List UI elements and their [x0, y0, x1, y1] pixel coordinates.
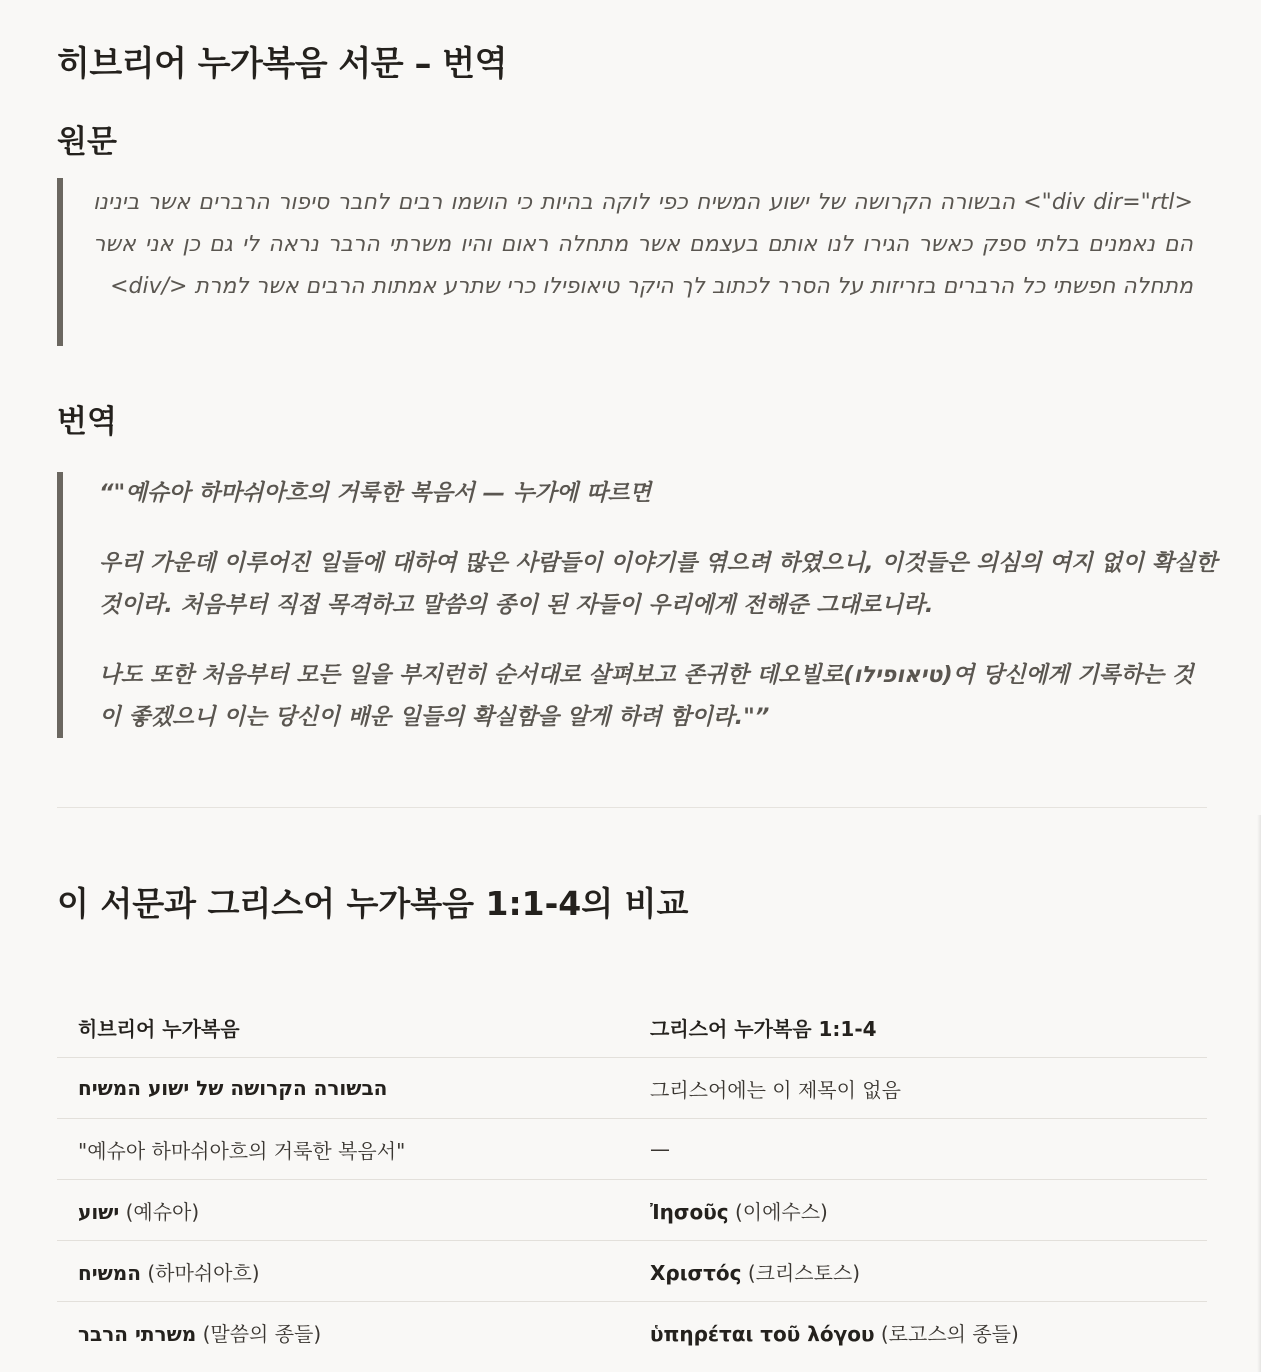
translation-blockquote — [57, 472, 1218, 738]
hebrew-term: המשיח — [78, 1260, 142, 1285]
table-cell-hebrew — [57, 1180, 629, 1241]
table-row — [57, 1241, 1207, 1302]
table-row — [57, 1180, 1207, 1241]
table-cell-greek — [629, 1241, 1207, 1302]
greek-term: Ἰησοῦς — [650, 1199, 729, 1224]
table-cell-greek — [629, 1180, 1207, 1241]
hebrew-term: ישוע — [78, 1199, 120, 1224]
hebrew-term: משרתי הרבר — [78, 1321, 197, 1346]
table-cell-greek — [629, 1302, 1207, 1363]
hebrew-gloss: (예슈아) — [125, 1199, 200, 1224]
table-row — [57, 1058, 1207, 1119]
translation-paragraph-1: 우리 가운데 이루어진 일들에 대하여 많은 사람들이 이야기를 엮으려 하였으니, 이것들은 의심의 여지 없이 확실한 것이라. 처음부터 직접 목격하고 말씀의 종이 된 자들이 우리에게 전해준 그대로니라. — [99, 550, 1218, 618]
hebrew-term: הבשורה הקרושה של ישוע המשיח — [78, 1076, 388, 1100]
column-header-hebrew: 히브리어 누가복음 — [57, 998, 629, 1058]
original-text-blockquote — [57, 178, 1207, 346]
comparison-heading: 이 서문과 그리스어 누가복음 1:1-4의 비교 — [57, 884, 689, 923]
translation-title-line: “"예슈아 하마쉬아흐의 거룩한 복음서 — 누가에 따르면 — [99, 480, 652, 506]
translation-heading: 번역 — [57, 404, 117, 440]
hebrew-gloss: "예슈아 하마쉬아흐의 거룩한 복음서" — [78, 1138, 406, 1163]
table-row — [57, 1302, 1207, 1363]
scroll-edge-shadow — [1257, 815, 1261, 1372]
translation-paragraph-2: 나도 또한 처음부터 모든 일을 부지런히 순서대로 살펴보고 존귀한 데오빌로(טיאופילו)여 당신에게 기록하는 것이 좋겠으니 이는 당신이 배운 일들의 확실함을 알게 하려 함이라."” — [99, 662, 1194, 730]
table-cell-hebrew — [57, 1302, 629, 1363]
greek-gloss: — — [650, 1137, 670, 1161]
original-heading: 원문 — [57, 124, 117, 160]
table-cell-greek — [629, 1119, 1207, 1180]
section-divider — [57, 807, 1207, 808]
table-row — [57, 1119, 1207, 1180]
greek-gloss: 그리스어에는 이 제목이 없음 — [650, 1077, 901, 1102]
table-cell-hebrew — [57, 1241, 629, 1302]
comparison-table — [57, 998, 1207, 1362]
table-header-row — [57, 998, 1207, 1058]
greek-term: Χριστός — [650, 1260, 742, 1285]
greek-gloss: (로고스의 종들) — [880, 1321, 1019, 1346]
original-hebrew-text: <div dir="rtl"> הבשורה הקרושה של ישוע המשיח כפי לוקה בהיות כי הושמו רבים לחבר סיפור הרברים אשר בינינו הם נאמנים בלתי ספק כאשר הגירו לנו אותם בעצמם אשר מתחלה ראום והיו משרתי הרבר נראה לי גם כן אני אשר מתחלה חפשתי כל הרברים בזריזות על הסרר לכתוב לך היקר טיאופילו כרי שתרע אמתות הרבים אשר למרת </div> — [93, 190, 1193, 299]
greek-gloss: (이에수스) — [734, 1199, 828, 1224]
table-cell-greek — [629, 1058, 1207, 1119]
table-cell-hebrew — [57, 1119, 629, 1180]
hebrew-gloss: (말씀의 종들) — [202, 1321, 322, 1346]
greek-term: ὑπηρέται τοῦ λόγου — [650, 1321, 875, 1346]
column-header-greek: 그리스어 누가복음 1:1-4 — [629, 998, 1207, 1058]
page-title: 히브리어 누가복음 서문 – 번역 — [57, 44, 507, 84]
hebrew-gloss: (하마쉬아흐) — [147, 1260, 260, 1285]
greek-gloss: (크리스토스) — [747, 1260, 861, 1285]
table-cell-hebrew — [57, 1058, 629, 1119]
